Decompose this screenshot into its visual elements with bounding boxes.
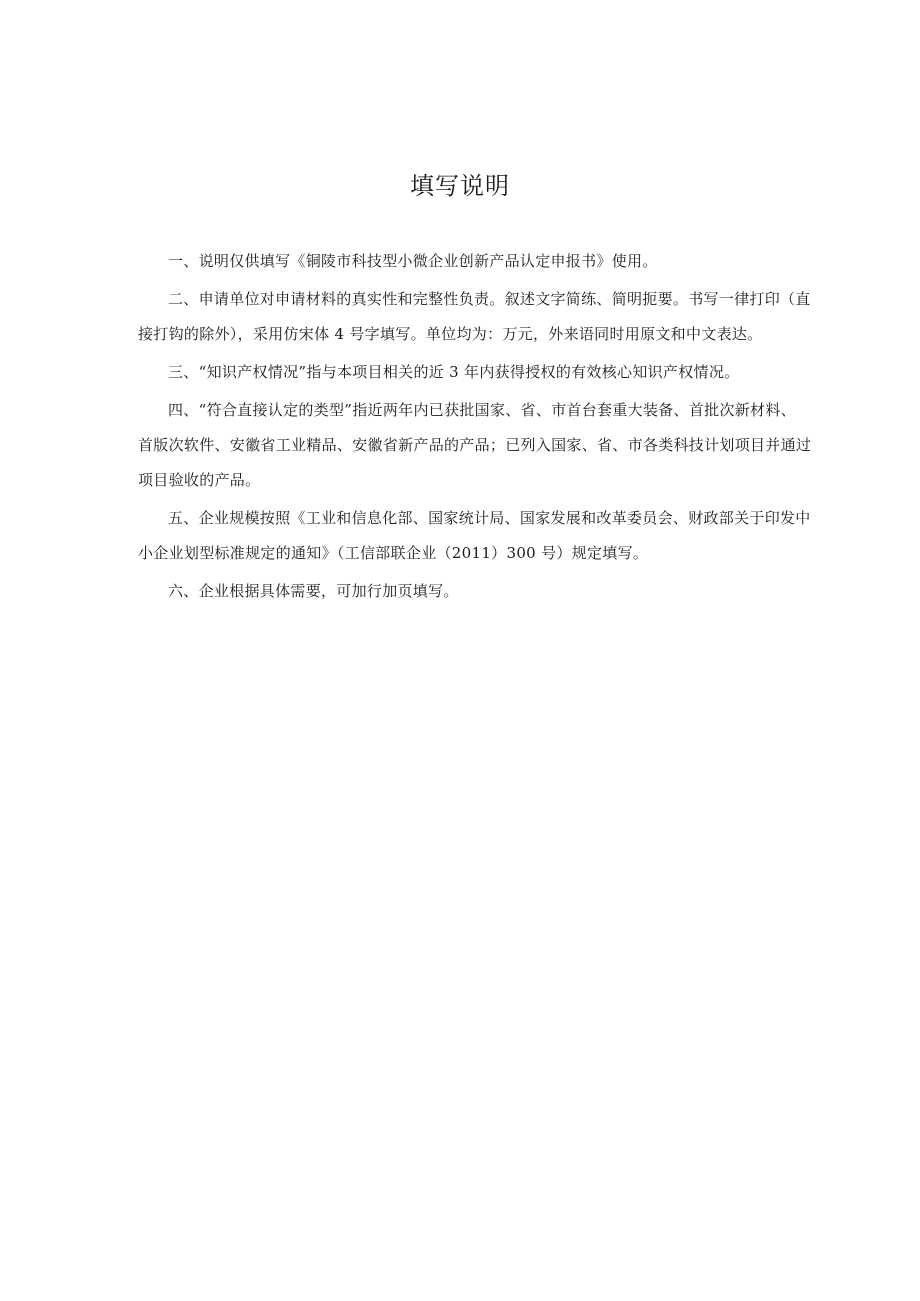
instruction-paragraph-4 — [138, 393, 818, 498]
page-title: 填写说明 — [410, 172, 510, 200]
instruction-paragraph-3 — [138, 355, 818, 390]
instruction-paragraph-5 — [138, 501, 818, 571]
instruction-paragraph-1 — [138, 244, 818, 279]
paragraph-line: 二、申请单位对申请材料的真实性和完整性负责。叙述文字简练、简明扼要。书写一律打印（直 — [168, 290, 811, 308]
paragraph-line: 接打钩的除外），采用仿宋体 4 号字填写。单位均为：万元，外来语同时用原文和中文表达。 — [138, 325, 763, 343]
paragraph-line: 首版次软件、安徽省工业精品、安徽省新产品的产品；已列入国家、省、市各类科技计划项目并通过 — [138, 436, 812, 454]
paragraph-line: 一、说明仅供填写《铜陵市科技型小微企业创新产品认定申报书》使用。 — [168, 252, 658, 270]
paragraph-line: 五、企业规模按照《工业和信息化部、国家统计局、国家发展和改革委员会、财政部关于印发中 — [168, 509, 811, 527]
paragraph-line: 项目验收的产品。 — [138, 471, 261, 489]
instruction-paragraph-2 — [138, 282, 818, 352]
paragraph-line: 三、“知识产权情况”指与本项目相关的近 3 年内获得授权的有效核心知识产权情况。 — [168, 363, 740, 381]
paragraph-line: 小企业划型标准规定的通知》（工信部联企业（2011）300 号）规定填写。 — [138, 544, 649, 562]
instructions-body — [138, 244, 818, 609]
paragraph-line: 四、“符合直接认定的类型”指近两年内已获批国家、省、市首台套重大装备、首批次新材料、 — [168, 401, 796, 419]
paragraph-line: 六、企业根据具体需要，可加行加页填写。 — [168, 582, 459, 600]
instruction-paragraph-6 — [138, 574, 818, 609]
